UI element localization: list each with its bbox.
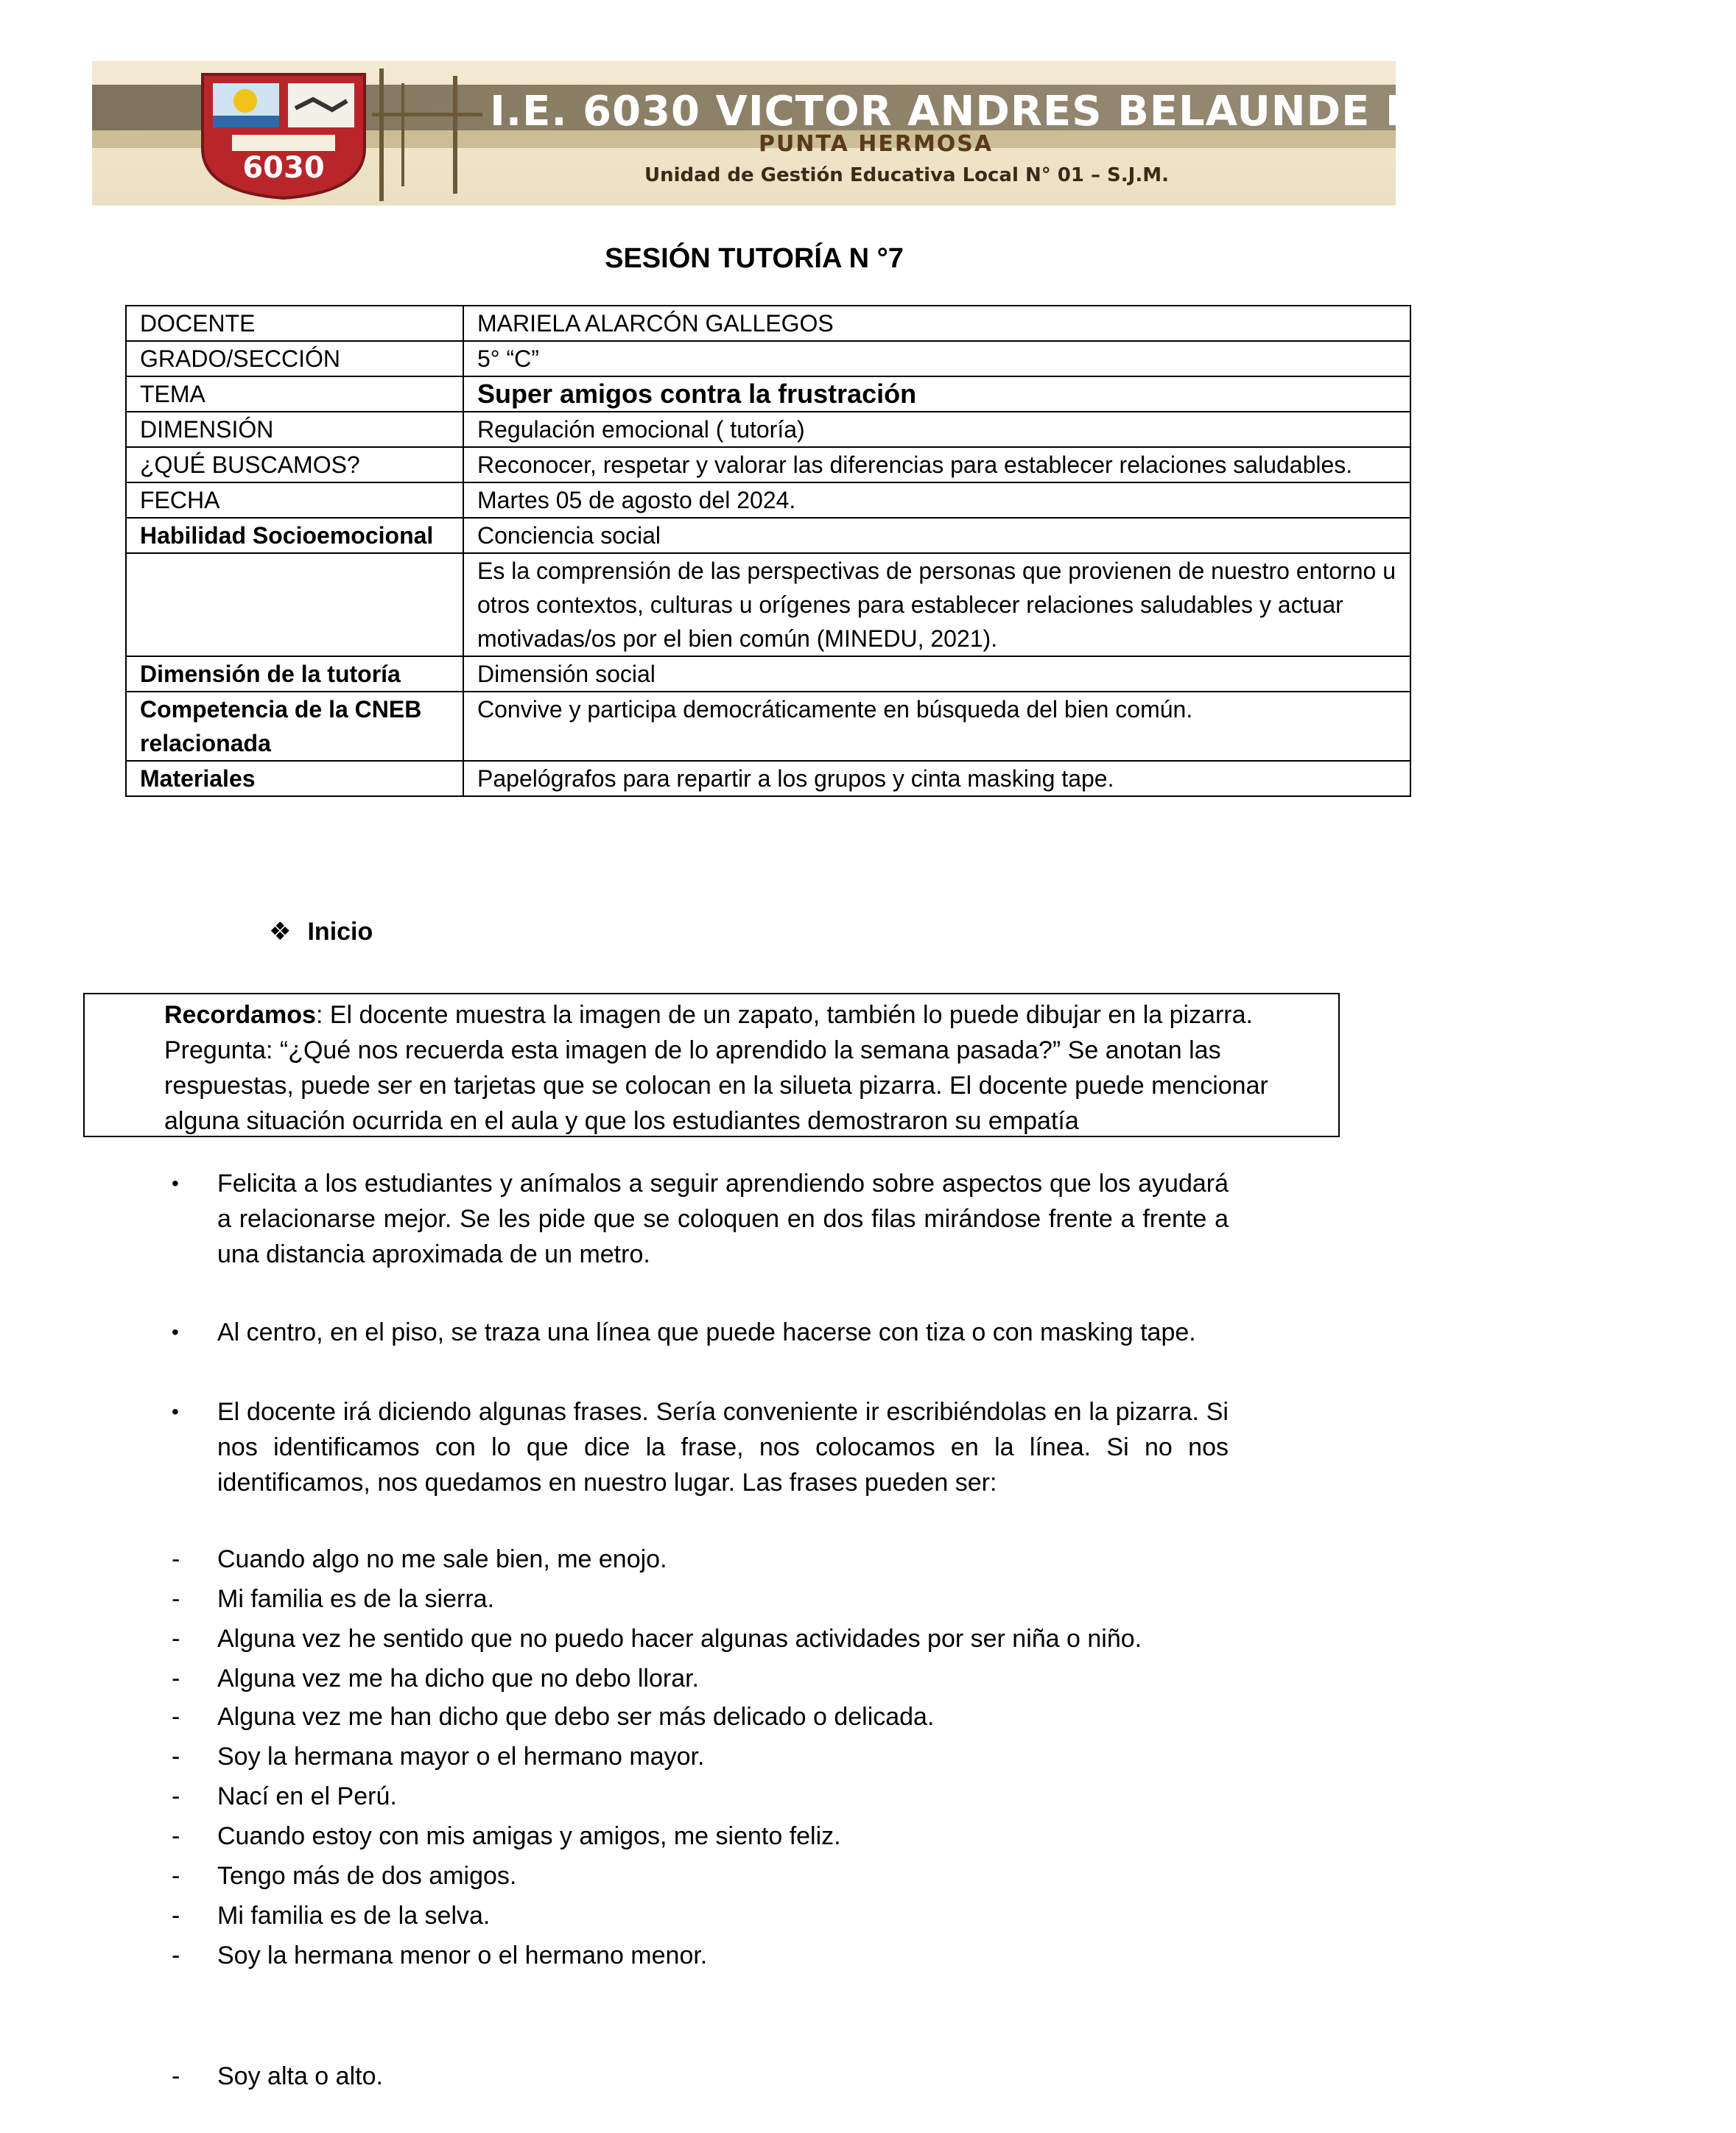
- bullet-item: [172, 1166, 1229, 1272]
- definicion-label: [126, 553, 463, 656]
- dash-marker: -: [172, 1703, 180, 1731]
- dash-marker: -: [172, 1862, 180, 1890]
- fecha-value: Martes 05 de agosto del 2024.: [463, 482, 1410, 518]
- dash-marker: -: [172, 1782, 180, 1810]
- page-title: SESIÓN TUTORÍA N °7: [605, 243, 904, 274]
- ugel-label: Unidad de Gestión Educativa Local N° 01 – S.J.M.: [644, 164, 1169, 186]
- phrase-text: Cuando algo no me sale bien, me enojo.: [217, 1545, 667, 1573]
- dimension-value: Regulación emocional ( tutoría): [463, 412, 1410, 447]
- phrase-text: Soy la hermana mayor o el hermano mayor.: [217, 1743, 705, 1771]
- list-item: [172, 1581, 495, 1617]
- dash-marker: -: [172, 1545, 180, 1573]
- crest-number: 6030: [242, 151, 325, 185]
- school-name: I.E. 6030 VICTOR ANDRES BELAUNDE DIEZ CANSECO: [490, 88, 1736, 136]
- table-row: [126, 761, 1410, 796]
- habilidad-label: Habilidad Socioemocional: [126, 518, 463, 553]
- inicio-heading: [269, 917, 373, 946]
- definicion-value: Es la comprensión de las perspectivas de personas que provienen de nuestro entorno u otros contextos, culturas u orígenes para establecer relaciones saludables y actuar motivadas/os por el bien común (MINEDU, 2021).: [463, 553, 1410, 656]
- diamond-bullet-icon: ❖: [269, 917, 292, 946]
- list-item: [172, 1779, 397, 1814]
- dash-marker: -: [172, 1743, 180, 1771]
- table-row: [126, 482, 1410, 518]
- inicio-label: Inicio: [307, 918, 373, 946]
- dash-marker: -: [172, 1665, 180, 1693]
- list-item: [172, 2059, 383, 2094]
- bullet-dot-icon: •: [172, 1400, 179, 1423]
- bullet-text: Felicita a los estudiantes y anímalos a seguir aprendiendo sobre aspectos que los ayudará a relacionarse mejor. Se les pide que se coloquen en dos filas mirándose frente a frente a una distancia aproximada de un metro.: [217, 1170, 1229, 1268]
- dash-marker: -: [172, 1942, 180, 1969]
- materiales-label: Materiales: [126, 761, 463, 796]
- list-item: [172, 1819, 841, 1854]
- bullet-dot-icon: •: [172, 1172, 179, 1195]
- list-item: [172, 1661, 700, 1696]
- table-row: [126, 656, 1410, 692]
- bullet-text: El docente irá diciendo algunas frases. Sería conveniente ir escribiéndolas en la pizarra. Si nos identificamos con lo que dice la frase, nos colocamos en la línea. Si no nos identificamos, nos quedamos en nuestro lugar. Las frases pueden ser:: [217, 1398, 1229, 1497]
- table-row: [126, 518, 1410, 553]
- dash-marker: -: [172, 1625, 180, 1653]
- dash-marker: -: [172, 2062, 180, 2090]
- grado-label: GRADO/SECCIÓN: [126, 341, 463, 376]
- phrase-text: Alguna vez me ha dicho que no debo llorar.: [217, 1665, 700, 1693]
- dash-marker: -: [172, 1822, 180, 1850]
- dash-marker: -: [172, 1902, 180, 1930]
- phrase-text: Cuando estoy con mis amigas y amigos, me siento feliz.: [217, 1822, 841, 1850]
- competencia-label: Competencia de la CNEB relacionada: [126, 692, 463, 761]
- recordamos-box: [83, 993, 1340, 1137]
- phrase-text: Tengo más de dos amigos.: [217, 1862, 517, 1890]
- phrase-text: Mi familia es de la selva.: [217, 1902, 491, 1930]
- bullet-item: [172, 1394, 1229, 1500]
- list-item: [172, 1739, 705, 1774]
- buscamos-label: ¿QUÉ BUSCAMOS?: [126, 447, 463, 482]
- phrase-text: Mi familia es de la sierra.: [217, 1585, 495, 1613]
- bullet-dot-icon: •: [172, 1321, 179, 1343]
- grado-value: 5° “C”: [463, 341, 1410, 376]
- list-item: [172, 1621, 1142, 1656]
- table-row: [126, 553, 1410, 656]
- table-row: [126, 376, 1410, 412]
- list-item: [172, 1542, 667, 1577]
- fecha-label: FECHA: [126, 482, 463, 518]
- school-district: PUNTA HERMOSA: [759, 131, 994, 157]
- phrase-text: Nací en el Perú.: [217, 1782, 397, 1810]
- dimension-label: DIMENSIÓN: [126, 412, 463, 447]
- session-info-table: [125, 305, 1411, 797]
- bullet-item: [172, 1315, 1229, 1350]
- competencia-value: Convive y participa democráticamente en búsqueda del bien común.: [463, 692, 1410, 761]
- bullet-text: Al centro, en el piso, se traza una línea que puede hacerse con tiza o con masking tape.: [217, 1318, 1196, 1346]
- phrase-text: Alguna vez me han dicho que debo ser más delicado o delicada.: [217, 1703, 935, 1731]
- buscamos-value: Reconocer, respetar y valorar las diferencias para establecer relaciones saludables.: [463, 447, 1410, 482]
- habilidad-value: Conciencia social: [463, 518, 1410, 553]
- table-row: [126, 692, 1410, 761]
- phrase-text: Soy la hermana menor o el hermano menor.: [217, 1942, 708, 1969]
- school-crest-logo: [188, 67, 379, 200]
- table-row: [126, 341, 1410, 376]
- school-banner: [92, 61, 1736, 205]
- tema-value: Super amigos contra la frustración: [463, 376, 1410, 412]
- dash-marker: -: [172, 1585, 180, 1613]
- banner-decoration: [372, 61, 482, 205]
- table-row: [126, 412, 1410, 447]
- docente-label: DOCENTE: [126, 306, 463, 341]
- table-row: [126, 447, 1410, 482]
- recordamos-lead: Recordamos: [164, 1001, 316, 1029]
- docente-value: MARIELA ALARCÓN GALLEGOS: [463, 306, 1410, 341]
- list-item: [172, 1938, 708, 1973]
- recordamos-text: : El docente muestra la imagen de un zapato, también lo puede dibujar en la pizarra. Pregunta: “¿Qué nos recuerda esta imagen de lo aprendido la semana pasada?” Se anotan las respuestas, puede ser en tarjetas que se colocan en la silueta pizarra. El docente puede mencionar alguna situación ocurrida en el aula y que los estudiantes demostraron su empatía: [164, 1001, 1268, 1135]
- recordamos-paragraph: [164, 997, 1313, 1139]
- dim-tutoria-value: Dimensión social: [463, 656, 1410, 692]
- dim-tutoria-label: Dimensión de la tutoría: [126, 656, 463, 692]
- phrase-text: Alguna vez he sentido que no puedo hacer algunas actividades por ser niña o niño.: [217, 1625, 1142, 1653]
- list-item: [172, 1858, 517, 1894]
- list-item: [172, 1898, 491, 1933]
- table-row: [126, 306, 1410, 341]
- phrase-text: Soy alta o alto.: [217, 2062, 383, 2090]
- materiales-value: Papelógrafos para repartir a los grupos y cinta masking tape.: [463, 761, 1410, 796]
- list-item: [172, 1699, 935, 1735]
- tema-label: TEMA: [126, 376, 463, 412]
